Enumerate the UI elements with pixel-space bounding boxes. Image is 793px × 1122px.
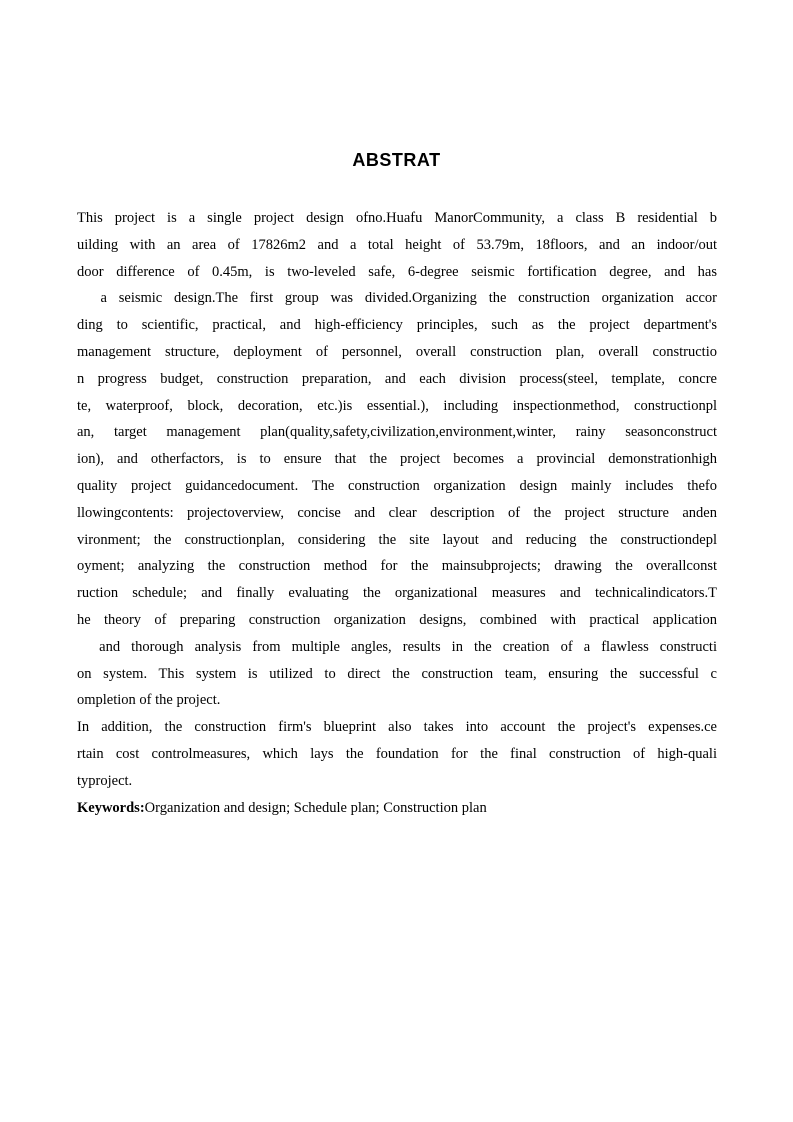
keywords-line: [77, 795, 717, 822]
body-line: This project is a single project design ofno.Huafu ManorCommunity, a class B residential b: [77, 210, 717, 226]
body-line: ion), and otherfactors, is to ensure that the project becomes a provincial demonstrationhigh: [77, 451, 717, 468]
body-line: te, waterproof, block, decoration, etc.)is essential.), including inspectionmethod, constructionpl: [77, 397, 717, 414]
body-line: an, target management plan(quality,safety,civilization,environment,winter, rainy seasonconstruct: [77, 424, 717, 441]
body-line: on system. This system is utilized to direct the construction team, ensuring the successful c: [77, 665, 717, 682]
body-line: a seismic design.The first group was divided.Organizing the construction organization accor: [77, 290, 717, 307]
body-line: door difference of 0.45m, is two-leveled safe, 6-degree seismic fortification degree, and has: [77, 263, 717, 280]
body-line: he theory of preparing construction organization designs, combined with practical application: [77, 611, 717, 628]
body-line: typroject.: [77, 772, 133, 789]
body-line: uilding with an area of 17826m2 and a total height of 53.79m, 18floors, and an indoor/out: [77, 236, 717, 253]
body-line: ompletion of the project.: [77, 692, 221, 709]
body-line: and thorough analysis from multiple angles, results in the creation of a flawless constructi: [77, 638, 717, 655]
body-line: n progress budget, construction preparation, and each division process(steel, template, concre: [77, 370, 717, 387]
body-line: rtain cost controlmeasures, which lays the foundation for the final construction of high-quali: [77, 745, 717, 762]
body-line: ding to scientific, practical, and high-efficiency principles, such as the project department's: [77, 317, 717, 334]
body-line: ruction schedule; and finally evaluating the organizational measures and technicalindicators.T: [77, 585, 717, 602]
body-line: management structure, deployment of personnel, overall construction plan, overall constructio: [77, 343, 717, 360]
body-line: In addition, the construction firm's blueprint also takes into account the project's expenses.ce: [77, 719, 717, 736]
keywords-text: Organization and design; Schedule plan; Construction plan: [144, 799, 487, 816]
body-line: vironment; the constructionplan, considering the site layout and reducing the constructiondepl: [77, 531, 717, 548]
body-line: quality project guidancedocument. The construction organization design mainly includes thefo: [77, 477, 717, 494]
body-line: llowingcontents: projectoverview, concise and clear description of the project structure anden: [77, 504, 717, 521]
abstract-title: ABSTRAT: [352, 150, 441, 170]
abstract-body: [77, 205, 717, 821]
body-line: oyment; analyzing the construction method for the mainsubprojects; drawing the overallconst: [77, 558, 717, 575]
keywords-label: Keywords:: [77, 799, 145, 816]
